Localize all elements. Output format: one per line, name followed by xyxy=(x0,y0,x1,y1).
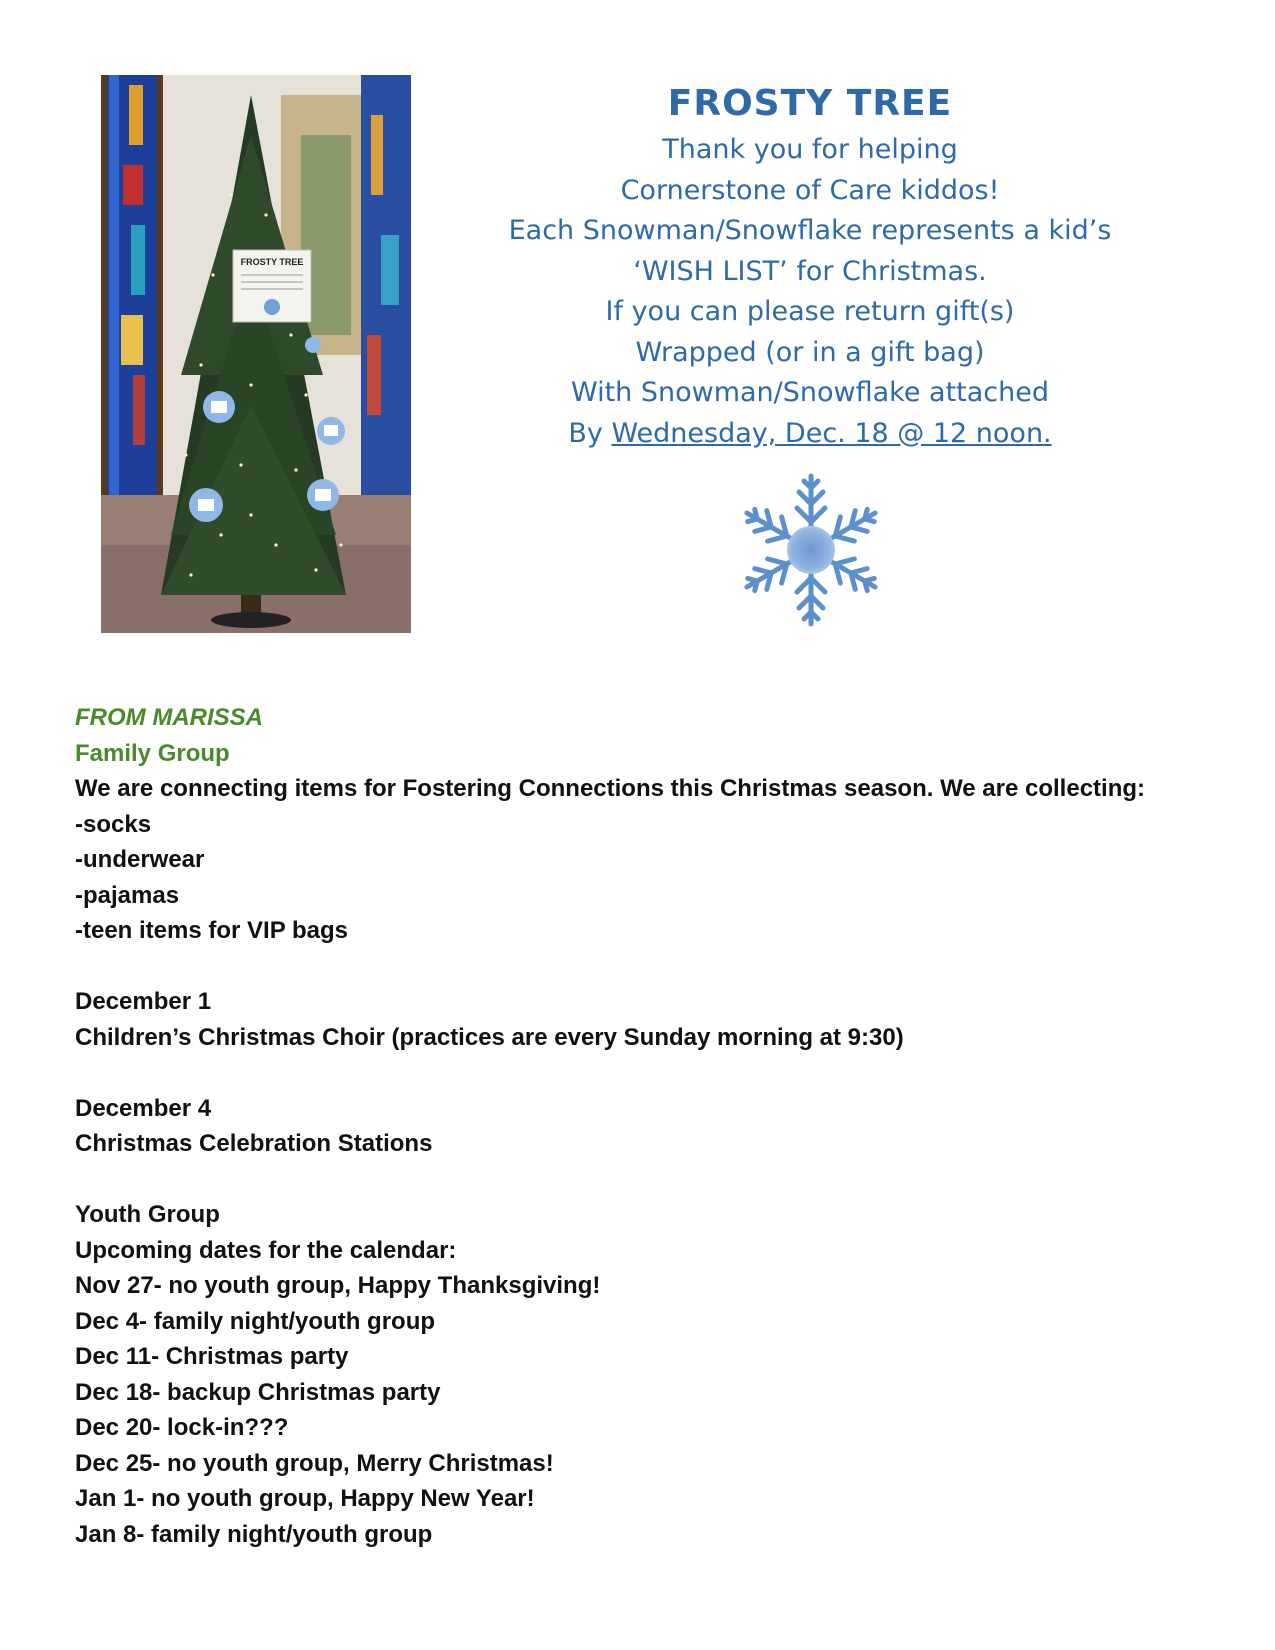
frosty-line: Each Snowman/Snowflake represents a kid’s xyxy=(508,215,1112,246)
event-date: December 4 xyxy=(75,1094,212,1122)
tree-photo xyxy=(101,75,411,633)
frosty-line: Cornerstone of Care kiddos! xyxy=(620,174,1000,206)
youth-group-heading: Youth Group xyxy=(75,1201,220,1228)
frosty-title: FROSTY TREE xyxy=(667,83,953,124)
collection-item: -socks xyxy=(75,810,152,838)
youth-date-item: Dec 11- Christmas party xyxy=(75,1343,349,1370)
youth-date-item: Dec 4- family night/youth group xyxy=(75,1307,436,1335)
photo-sign-title: FROSTY TREE xyxy=(240,257,304,267)
family-group-heading: Family Group xyxy=(75,739,230,767)
event-description: Christmas Celebration Stations xyxy=(75,1130,433,1157)
event-date: December 1 xyxy=(75,988,212,1015)
tree-illustration xyxy=(101,75,411,633)
youth-date-item: Dec 25- no youth group, Merry Christmas! xyxy=(75,1449,554,1477)
frosty-deadline-line xyxy=(470,414,1150,455)
frosty-line: If you can please return gift(s) xyxy=(605,296,1015,327)
collection-intro: We are connecting items for Fostering Connections this Christmas season. We are collecting: xyxy=(75,775,1146,802)
frosty-line: Wrapped (or in a gift bag) xyxy=(635,336,985,368)
youth-intro: Upcoming dates for the calendar: xyxy=(75,1236,457,1264)
frosty-line: ‘WISH LIST’ for Christmas. xyxy=(633,255,987,287)
youth-date-item: Nov 27- no youth group, Happy Thanksgiving! xyxy=(75,1272,601,1299)
frosty-tree-announcement xyxy=(470,78,1150,454)
event-description: Children’s Christmas Choir (practices are every Sunday morning at 9:30) xyxy=(75,1023,904,1051)
collection-item: -pajamas xyxy=(75,881,180,909)
collection-item: -teen items for VIP bags xyxy=(75,917,348,944)
deadline-prefix: By xyxy=(568,417,612,449)
youth-date-item: Dec 20- lock-in??? xyxy=(75,1414,289,1441)
deadline-date: Wednesday, Dec. 18 @ 12 noon. xyxy=(611,417,1052,449)
youth-date-item: Jan 1- no youth group, Happy New Year! xyxy=(75,1485,535,1512)
youth-date-item: Dec 18- backup Christmas party xyxy=(75,1378,441,1406)
frosty-line: With Snowman/Snowflake attached xyxy=(570,377,1050,408)
youth-date-item: Jan 8- family night/youth group xyxy=(75,1520,433,1548)
newsletter-body xyxy=(75,700,1225,1552)
frosty-line: Thank you for helping xyxy=(662,134,958,165)
collection-item: -underwear xyxy=(75,846,205,873)
snowflake-icon xyxy=(726,470,896,630)
from-marissa-heading: FROM MARISSA xyxy=(75,704,263,731)
